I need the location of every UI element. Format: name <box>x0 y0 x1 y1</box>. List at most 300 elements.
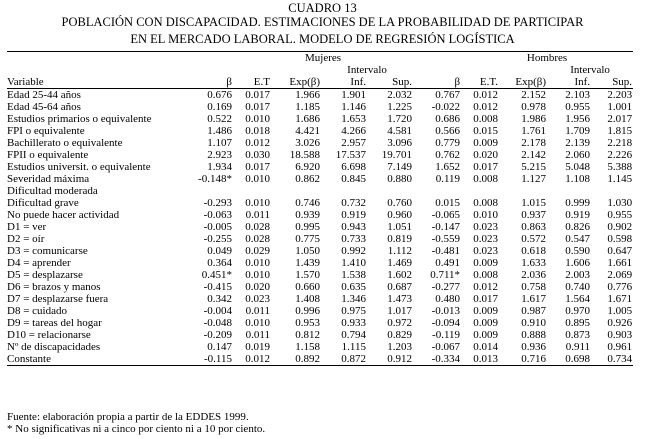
beta-mujeres-header: β <box>185 76 233 89</box>
beta-hombres-cell: -0.022 <box>431 101 461 113</box>
et-mujeres-cell: 0.011 <box>245 329 270 341</box>
beta-mujeres-cell: -0.415 <box>203 281 232 293</box>
inf-mujeres-cell: 1.653 <box>341 113 366 125</box>
et-mujeres-cell: 0.020 <box>245 281 270 293</box>
et-hombres-cell <box>461 185 499 197</box>
title-line-1: POBLACIÓN CON DISCAPACIDAD. ESTIMACIONES DE LA PROBABILIDAD DE PARTICIPAR <box>61 15 584 29</box>
et-mujeres-cell: 0.028 <box>245 221 270 233</box>
inf-mujeres-cell: 6.698 <box>341 161 366 173</box>
inf-mujeres-cell: 0.919 <box>341 209 366 221</box>
inf-mujeres-cell: 0.732 <box>341 197 366 209</box>
sup-hombres-cell: 1.001 <box>607 101 633 113</box>
variable-cell: FPI o equivalente <box>7 125 85 137</box>
beta-hombres-cell: -0.277 <box>431 281 461 293</box>
sup-mujeres-cell: 19.701 <box>381 149 413 161</box>
variable-cell: Estudios primarios o equivalente <box>7 113 152 125</box>
exp-mujeres-cell: 0.862 <box>295 173 320 185</box>
exp-mujeres-cell: 1.966 <box>295 89 320 101</box>
table-row <box>7 317 633 329</box>
beta-mujeres-cell: 1.107 <box>207 137 232 149</box>
sup-hombres-cell: 5.388 <box>607 161 633 173</box>
beta-mujeres-cell: 0.364 <box>207 257 232 269</box>
beta-mujeres-cell: 1.486 <box>207 125 232 137</box>
group-header-row <box>7 52 633 65</box>
variable-cell: Severidad máxima <box>7 173 90 185</box>
et-mujeres-cell <box>233 185 271 197</box>
sup-mujeres-cell: 1.602 <box>387 269 413 281</box>
beta-mujeres-cell: 2.923 <box>207 149 232 161</box>
exp-mujeres-cell: 6.920 <box>295 161 320 173</box>
beta-hombres-cell: -0.067 <box>431 341 461 353</box>
exp-mujeres-cell: 0.775 <box>295 233 320 245</box>
sup-hombres-cell: 2.017 <box>607 113 633 125</box>
sup-hombres-cell: 0.902 <box>607 221 633 233</box>
et-hombres-header: E.T. <box>461 76 499 89</box>
table-title <box>0 14 645 48</box>
beta-mujeres-cell: 0.451* <box>201 269 232 281</box>
et-mujeres-cell: 0.010 <box>245 197 270 209</box>
beta-mujeres-cell: 0.676 <box>207 89 232 101</box>
et-hombres-cell: 0.009 <box>473 329 499 341</box>
exp-hombres-cell: 1.986 <box>521 113 547 125</box>
exp-hombres-cell <box>499 185 547 197</box>
sup-mujeres-cell: 1.203 <box>387 341 413 353</box>
sup-mujeres-cell: 1.017 <box>387 305 413 317</box>
variable-cell: D4 = aprender <box>7 257 71 269</box>
inf-mujeres-cell: 1.146 <box>341 101 366 113</box>
beta-mujeres-cell: -0.115 <box>185 353 233 366</box>
exp-mujeres-cell: 0.812 <box>295 329 320 341</box>
inf-mujeres-cell: 0.975 <box>341 305 366 317</box>
inf-hombres-header: Inf. <box>547 76 591 89</box>
exp-hombres-cell: 2.152 <box>521 89 547 101</box>
beta-hombres-cell: -0.013 <box>431 305 461 317</box>
variable-cell: D6 = brazos y manos <box>7 281 101 293</box>
variable-cell: D10 = relacionarse <box>7 329 91 341</box>
source-note: Fuente: elaboración propia a partir de la EDDES 1999. <box>7 411 249 423</box>
table-row <box>7 113 633 125</box>
footnotes <box>7 411 265 435</box>
sup-hombres-cell <box>591 185 633 197</box>
beta-hombres-cell: -0.147 <box>431 221 461 233</box>
inf-mujeres-cell: 0.635 <box>341 281 366 293</box>
sup-mujeres-cell: 3.096 <box>387 137 413 149</box>
table-row <box>7 137 633 149</box>
beta-mujeres-cell: -0.148* <box>198 173 232 185</box>
significance-note: * No significativas ni a cinco por ciento ni a 10 por ciento. <box>7 423 266 435</box>
exp-mujeres-cell: 4.421 <box>295 125 320 137</box>
et-mujeres-cell: 0.010 <box>245 269 270 281</box>
sup-mujeres-cell: 1.225 <box>387 101 413 113</box>
beta-mujeres-cell: -0.255 <box>203 233 232 245</box>
variable-cell: Estudios universit. o equivalente <box>7 161 151 173</box>
et-mujeres-cell: 0.012 <box>245 137 270 149</box>
inf-hombres-cell: 2.003 <box>565 269 591 281</box>
inf-mujeres-cell: 1.346 <box>341 293 366 305</box>
exp-hombres-cell: 0.888 <box>521 329 547 341</box>
beta-hombres-cell: 0.491 <box>435 257 461 269</box>
inf-mujeres-cell: 1.115 <box>341 341 366 353</box>
inf-mujeres-cell <box>321 185 367 197</box>
inf-hombres-cell: 1.564 <box>565 293 591 305</box>
sup-mujeres-cell: 0.912 <box>367 353 413 366</box>
et-mujeres-cell: 0.028 <box>245 233 270 245</box>
beta-hombres-cell: 0.566 <box>435 125 461 137</box>
inf-hombres-cell: 0.895 <box>565 317 591 329</box>
variable-cell: Dificultad moderada <box>7 185 98 197</box>
sup-hombres-cell: 0.903 <box>607 329 633 341</box>
exp-hombres-cell: 0.937 <box>521 209 547 221</box>
table-row <box>7 257 633 269</box>
inf-mujeres-cell: 0.794 <box>341 329 366 341</box>
intervalo-mujeres-label: Intervalo <box>347 64 387 76</box>
exp-mujeres-cell: 1.570 <box>295 269 320 281</box>
table-row <box>7 341 633 353</box>
sup-mujeres-cell <box>367 185 413 197</box>
variable-cell: FPII o equivalente <box>7 149 89 161</box>
inf-mujeres-cell: 0.733 <box>341 233 366 245</box>
et-mujeres-cell: 0.010 <box>245 257 270 269</box>
et-mujeres-cell: 0.030 <box>245 149 270 161</box>
table-row <box>7 329 633 341</box>
table-row <box>7 269 633 281</box>
intervalo-header-row <box>7 64 633 76</box>
exp-hombres-cell: 0.758 <box>521 281 547 293</box>
inf-hombres-cell: 1.606 <box>565 257 591 269</box>
et-hombres-cell: 0.013 <box>461 353 499 366</box>
beta-mujeres-cell: -0.063 <box>203 209 232 221</box>
et-hombres-cell: 0.023 <box>473 221 499 233</box>
et-hombres-cell: 0.010 <box>473 209 499 221</box>
inf-mujeres-cell: 0.933 <box>341 317 366 329</box>
beta-mujeres-cell: 0.342 <box>207 293 232 305</box>
exp-hombres-cell: 1.633 <box>521 257 547 269</box>
sup-hombres-cell: 1.815 <box>607 125 633 137</box>
sup-hombres-cell: 0.647 <box>607 245 633 257</box>
et-mujeres-header: E.T <box>233 76 271 89</box>
inf-hombres-cell: 0.698 <box>547 353 591 366</box>
beta-hombres-cell: -0.065 <box>431 209 461 221</box>
et-hombres-cell: 0.015 <box>473 125 499 137</box>
variable-cell: D8 = cuidado <box>7 305 67 317</box>
beta-mujeres-cell: -0.005 <box>203 221 232 233</box>
et-mujeres-cell: 0.023 <box>245 293 270 305</box>
sup-hombres-cell: 1.005 <box>607 305 633 317</box>
inf-hombres-cell: 0.547 <box>565 233 591 245</box>
variable-cell: Edad 45-64 años <box>7 101 81 113</box>
inf-mujeres-cell: 4.266 <box>341 125 366 137</box>
group-mujeres: Mujeres <box>305 52 342 64</box>
exp-mujeres-header: Exp(β) <box>271 76 321 89</box>
beta-hombres-cell: -0.559 <box>431 233 461 245</box>
et-mujeres-cell: 0.018 <box>245 125 270 137</box>
exp-hombres-cell: 2.178 <box>521 137 547 149</box>
inf-hombres-cell <box>547 185 591 197</box>
exp-mujeres-cell: 0.995 <box>295 221 320 233</box>
beta-hombres-cell: -0.481 <box>431 245 461 257</box>
table-row <box>7 173 633 185</box>
sup-hombres-cell: 1.145 <box>607 173 633 185</box>
inf-mujeres-cell: 17.537 <box>335 149 366 161</box>
inf-mujeres-cell: 2.957 <box>341 137 366 149</box>
exp-mujeres-cell <box>271 185 321 197</box>
regression-table <box>7 51 633 366</box>
table-row <box>7 281 633 293</box>
sup-mujeres-cell: 1.469 <box>387 257 413 269</box>
table-row <box>7 149 633 161</box>
exp-hombres-cell: 0.987 <box>521 305 547 317</box>
et-mujeres-cell: 0.011 <box>245 209 270 221</box>
exp-hombres-cell: 1.761 <box>521 125 547 137</box>
sup-mujeres-header: Sup. <box>367 76 413 89</box>
inf-hombres-cell: 1.709 <box>565 125 591 137</box>
exp-mujeres-cell: 1.439 <box>295 257 320 269</box>
exp-hombres-cell: 5.215 <box>521 161 547 173</box>
inf-hombres-cell: 0.590 <box>565 245 591 257</box>
inf-hombres-cell: 0.826 <box>565 221 591 233</box>
table-number: CUADRO 13 <box>288 1 357 15</box>
beta-mujeres-cell: -0.293 <box>203 197 232 209</box>
sup-hombres-cell: 0.961 <box>607 341 633 353</box>
beta-mujeres-cell: -0.048 <box>203 317 232 329</box>
et-hombres-cell: 0.009 <box>473 137 499 149</box>
exp-mujeres-cell: 0.746 <box>295 197 320 209</box>
et-hombres-cell: 0.008 <box>473 113 499 125</box>
inf-hombres-cell: 1.108 <box>565 173 591 185</box>
sup-mujeres-cell: 0.819 <box>387 233 413 245</box>
exp-mujeres-cell: 18.588 <box>289 149 320 161</box>
exp-hombres-cell: 1.127 <box>521 173 547 185</box>
table-row <box>7 101 633 113</box>
exp-hombres-cell: 0.572 <box>521 233 547 245</box>
inf-mujeres-cell: 0.845 <box>341 173 366 185</box>
et-hombres-cell: 0.009 <box>473 317 499 329</box>
variable-cell: Bachillerato o equivalente <box>7 137 123 149</box>
inf-mujeres-cell: 1.901 <box>341 89 366 101</box>
sup-mujeres-cell: 1.051 <box>387 221 413 233</box>
exp-hombres-header: Exp(β) <box>499 76 547 89</box>
et-hombres-cell: 0.009 <box>473 305 499 317</box>
et-mujeres-cell: 0.017 <box>245 161 270 173</box>
beta-hombres-cell: 0.767 <box>435 89 461 101</box>
et-hombres-cell: 0.023 <box>473 245 499 257</box>
exp-mujeres-cell: 1.050 <box>295 245 320 257</box>
beta-hombres-cell: -0.334 <box>413 353 461 366</box>
inf-mujeres-cell: 0.943 <box>341 221 366 233</box>
table-row <box>7 209 633 221</box>
et-hombres-cell: 0.009 <box>473 257 499 269</box>
group-hombres: Hombres <box>526 52 568 64</box>
exp-hombres-cell: 1.015 <box>521 197 547 209</box>
sup-mujeres-cell: 0.960 <box>387 209 413 221</box>
sup-hombres-cell: 2.203 <box>607 89 633 101</box>
table-row <box>7 305 633 317</box>
sup-hombres-cell: 0.598 <box>607 233 633 245</box>
exp-mujeres-cell: 0.660 <box>295 281 320 293</box>
beta-mujeres-cell: 0.049 <box>207 245 232 257</box>
et-mujeres-cell: 0.019 <box>245 341 270 353</box>
et-hombres-cell: 0.017 <box>473 161 499 173</box>
et-hombres-cell: 0.012 <box>473 281 499 293</box>
table-row <box>7 197 633 209</box>
variable-cell: Nº de discapacidades <box>7 341 101 353</box>
et-mujeres-cell: 0.010 <box>245 173 270 185</box>
table-row <box>7 161 633 173</box>
variable-cell: No puede hacer actividad <box>7 209 120 221</box>
et-hombres-cell: 0.012 <box>473 101 499 113</box>
inf-hombres-cell: 0.873 <box>565 329 591 341</box>
beta-mujeres-cell: 0.169 <box>207 101 232 113</box>
inf-hombres-cell: 0.919 <box>565 209 591 221</box>
exp-mujeres-cell: 0.996 <box>295 305 320 317</box>
beta-hombres-cell: -0.119 <box>432 329 461 341</box>
sup-hombres-cell: 1.030 <box>607 197 633 209</box>
et-hombres-cell: 0.008 <box>473 197 499 209</box>
variable-cell: D9 = tareas del hogar <box>7 317 102 329</box>
et-hombres-cell: 0.008 <box>473 173 499 185</box>
sup-mujeres-cell: 1.720 <box>387 113 413 125</box>
sup-hombres-cell: 2.069 <box>607 269 633 281</box>
beta-mujeres-cell: 0.522 <box>207 113 232 125</box>
exp-mujeres-cell: 1.185 <box>295 101 320 113</box>
et-mujeres-cell: 0.017 <box>245 89 270 101</box>
beta-mujeres-cell: -0.004 <box>203 305 232 317</box>
variable-cell: D5 = desplazarse <box>7 269 83 281</box>
table-body <box>7 89 633 366</box>
sup-mujeres-cell: 0.880 <box>387 173 413 185</box>
inf-hombres-cell: 0.970 <box>565 305 591 317</box>
inf-hombres-cell: 2.060 <box>565 149 591 161</box>
column-header-row <box>7 76 633 89</box>
exp-hombres-cell: 2.036 <box>521 269 547 281</box>
variable-cell: D1 = ver <box>7 221 47 233</box>
exp-mujeres-cell: 0.939 <box>295 209 320 221</box>
beta-hombres-cell: 0.711* <box>430 269 461 281</box>
beta-mujeres-cell: 1.934 <box>207 161 232 173</box>
et-hombres-cell: 0.014 <box>473 341 499 353</box>
beta-hombres-cell: 0.779 <box>435 137 461 149</box>
inf-hombres-cell: 2.139 <box>565 137 591 149</box>
exp-mujeres-cell: 1.686 <box>295 113 320 125</box>
variable-cell: D2 = oír <box>7 233 45 245</box>
et-hombres-cell: 0.012 <box>473 89 499 101</box>
et-mujeres-cell: 0.010 <box>245 317 270 329</box>
sup-mujeres-cell: 1.112 <box>387 245 413 257</box>
exp-hombres-cell: 1.617 <box>521 293 547 305</box>
beta-mujeres-cell: -0.209 <box>203 329 232 341</box>
et-hombres-cell: 0.017 <box>473 293 499 305</box>
exp-hombres-cell: 0.863 <box>521 221 547 233</box>
et-mujeres-cell: 0.017 <box>245 101 270 113</box>
inf-hombres-cell: 0.955 <box>565 101 591 113</box>
table-row <box>7 245 633 257</box>
exp-hombres-cell: 0.910 <box>521 317 547 329</box>
inf-mujeres-header: Inf. <box>321 76 367 89</box>
sup-hombres-cell: 0.776 <box>607 281 633 293</box>
table-row <box>7 233 633 245</box>
sup-hombres-cell: 2.218 <box>607 137 633 149</box>
variable-cell: Constante <box>7 353 185 366</box>
sup-hombres-cell: 0.955 <box>607 209 633 221</box>
sup-mujeres-cell: 0.829 <box>387 329 413 341</box>
inf-hombres-cell: 1.956 <box>565 113 591 125</box>
et-mujeres-cell: 0.011 <box>245 305 270 317</box>
exp-mujeres-cell: 3.026 <box>295 137 320 149</box>
sup-hombres-cell: 2.226 <box>607 149 633 161</box>
exp-mujeres-cell: 1.408 <box>295 293 320 305</box>
et-hombres-cell: 0.008 <box>473 269 499 281</box>
sup-hombres-cell: 1.661 <box>607 257 633 269</box>
variable-cell: Edad 25-44 años <box>7 89 81 101</box>
beta-hombres-header: β <box>413 76 461 89</box>
intervalo-hombres-label: Intervalo <box>570 64 610 76</box>
et-hombres-cell: 0.020 <box>473 149 499 161</box>
beta-mujeres-cell: 0.147 <box>207 341 232 353</box>
inf-mujeres-cell: 0.992 <box>341 245 366 257</box>
table-row <box>7 221 633 233</box>
inf-mujeres-cell: 0.872 <box>321 353 367 366</box>
et-mujeres-cell: 0.029 <box>245 245 270 257</box>
table-row <box>7 89 633 102</box>
beta-hombres-cell: 0.119 <box>435 173 461 185</box>
variable-cell: Dificultad grave <box>7 197 79 209</box>
sup-mujeres-cell: 4.581 <box>387 125 413 137</box>
exp-mujeres-cell: 1.158 <box>295 341 320 353</box>
exp-mujeres-cell: 0.953 <box>295 317 320 329</box>
exp-hombres-cell: 2.142 <box>521 149 547 161</box>
et-hombres-cell: 0.023 <box>473 233 499 245</box>
table-row <box>7 293 633 305</box>
table-row <box>7 125 633 137</box>
exp-mujeres-cell: 0.892 <box>271 353 321 366</box>
sup-mujeres-cell: 2.032 <box>387 89 413 101</box>
beta-hombres-cell: 0.480 <box>435 293 461 305</box>
title-line-2: EN EL MERCADO LABORAL. MODELO DE REGRESIÓN LOGÍSTICA <box>130 32 515 46</box>
inf-hombres-cell: 0.999 <box>565 197 591 209</box>
sup-hombres-header: Sup. <box>591 76 633 89</box>
inf-mujeres-cell: 1.410 <box>341 257 366 269</box>
variable-cell: D7 = desplazarse fuera <box>7 293 109 305</box>
beta-mujeres-cell <box>185 185 233 197</box>
et-mujeres-cell: 0.010 <box>245 113 270 125</box>
variable-cell: D3 = comunicarse <box>7 245 88 257</box>
et-mujeres-cell: 0.012 <box>233 353 271 366</box>
inf-hombres-cell: 2.103 <box>565 89 591 101</box>
beta-hombres-cell: 0.762 <box>435 149 461 161</box>
table-row <box>7 353 633 366</box>
sup-hombres-cell: 0.734 <box>591 353 633 366</box>
beta-hombres-cell: 0.015 <box>435 197 461 209</box>
sup-mujeres-cell: 0.687 <box>387 281 413 293</box>
table-row <box>7 185 633 197</box>
exp-hombres-cell: 0.716 <box>499 353 547 366</box>
exp-hombres-cell: 0.978 <box>521 101 547 113</box>
inf-mujeres-cell: 1.538 <box>341 269 366 281</box>
inf-hombres-cell: 0.740 <box>565 281 591 293</box>
beta-hombres-cell: -0.094 <box>431 317 461 329</box>
sup-hombres-cell: 1.671 <box>607 293 633 305</box>
beta-hombres-cell: 0.686 <box>435 113 461 125</box>
exp-hombres-cell: 0.936 <box>521 341 547 353</box>
sup-mujeres-cell: 0.760 <box>387 197 413 209</box>
sup-hombres-cell: 0.926 <box>607 317 633 329</box>
sup-mujeres-cell: 0.972 <box>387 317 413 329</box>
variable-header: Variable <box>7 76 185 89</box>
inf-hombres-cell: 5.048 <box>565 161 591 173</box>
sup-mujeres-cell: 7.149 <box>387 161 413 173</box>
exp-hombres-cell: 0.618 <box>521 245 547 257</box>
beta-hombres-cell <box>413 185 461 197</box>
